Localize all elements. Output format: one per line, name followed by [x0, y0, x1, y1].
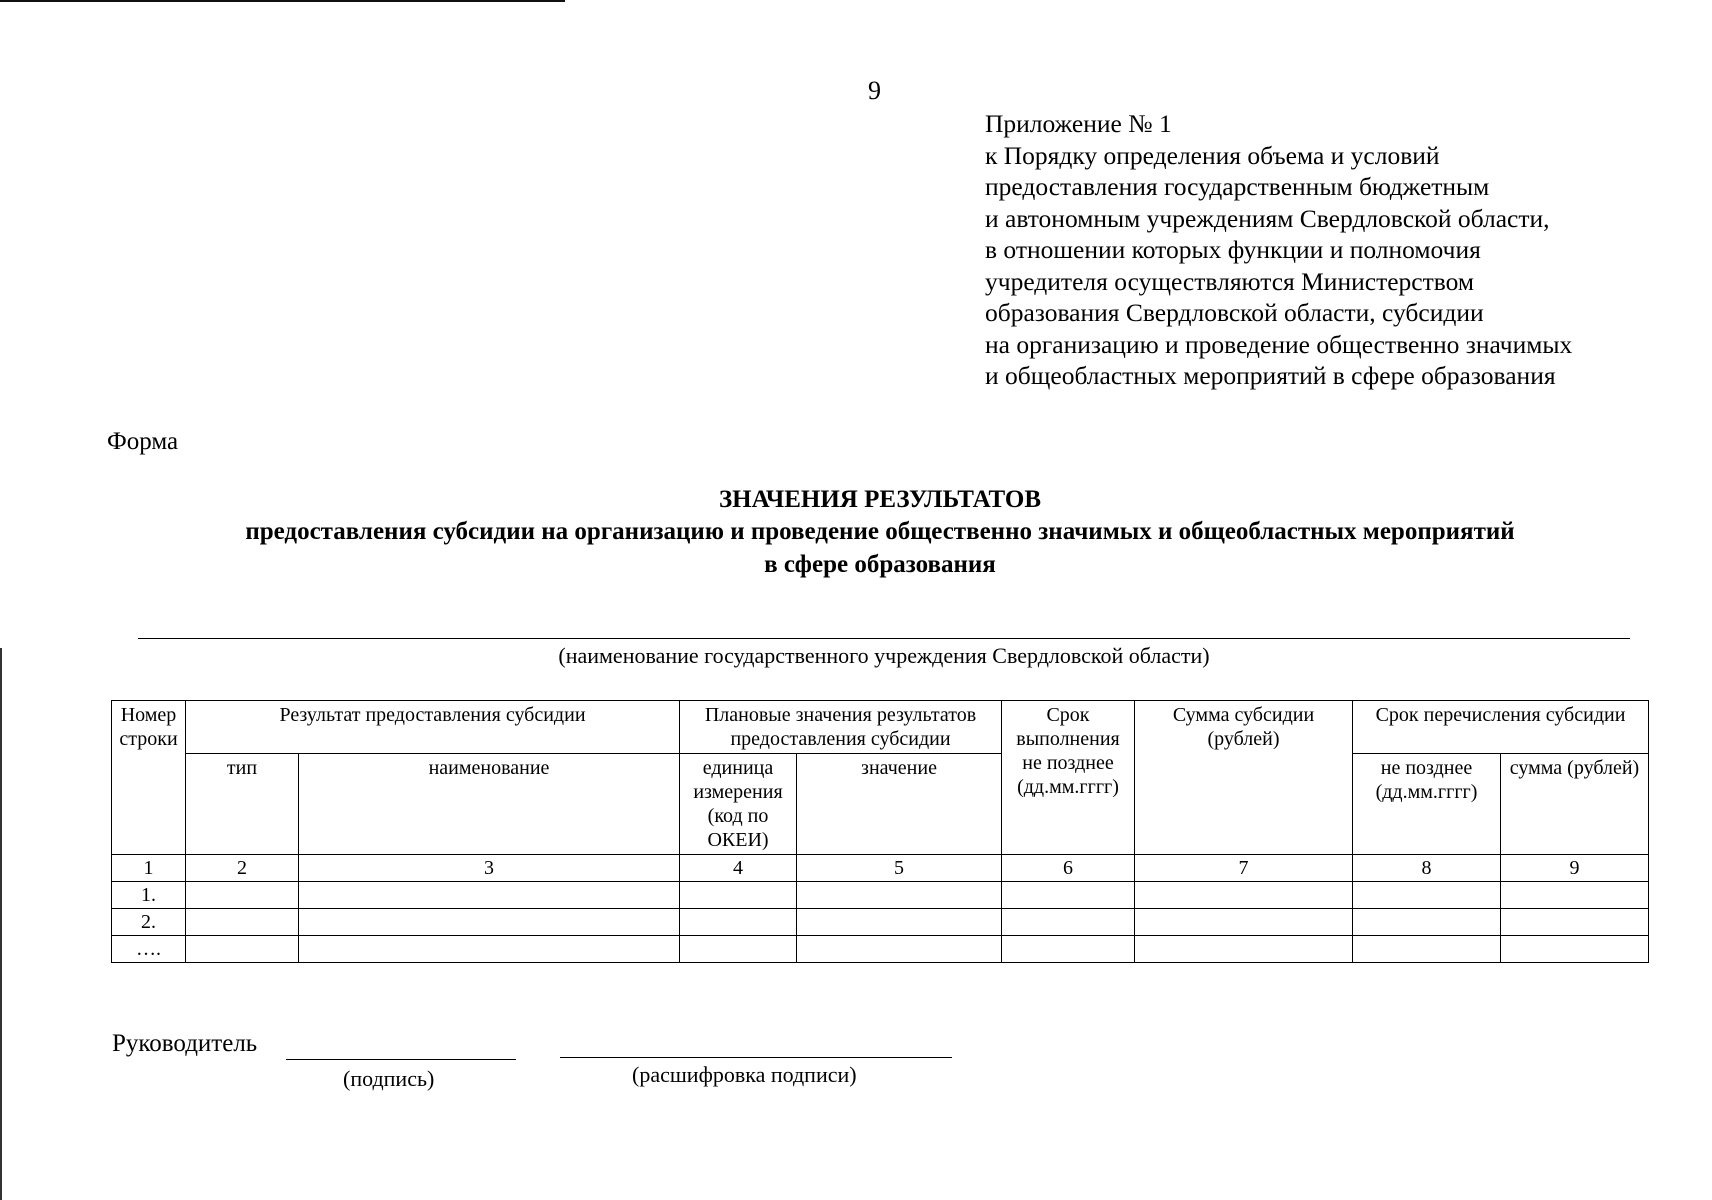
cell-name	[299, 936, 680, 963]
signature-decryption-caption: (расшифровка подписи)	[632, 1062, 857, 1087]
cell-value	[797, 909, 1002, 936]
header-row-number: Номер строки	[112, 701, 186, 855]
appendix-block	[985, 108, 1572, 392]
cell-value	[797, 936, 1002, 963]
column-number: 8	[1353, 855, 1501, 882]
column-number: 5	[797, 855, 1002, 882]
header-planned: Плановые значения результатов предоставления субсидии	[680, 701, 1002, 754]
cell-transfer-date	[1353, 909, 1501, 936]
column-number: 3	[299, 855, 680, 882]
signature-caption: (подпись)	[343, 1066, 435, 1091]
header-transfer: Срок перечисления субсидии	[1353, 701, 1649, 754]
row-number: 2.	[112, 909, 186, 936]
appendix-line: Приложение № 1	[985, 109, 1172, 138]
cell-sum	[1135, 882, 1353, 909]
signature-line	[286, 1059, 516, 1060]
appendix-line: учредителя осуществляются Министерством	[985, 266, 1475, 296]
header-result: Результат предоставления субсидии	[186, 701, 680, 754]
header-transfer-date: не позднее (дд.мм.гггг)	[1353, 754, 1501, 855]
scan-edge-top	[0, 0, 565, 2]
row-number: 1.	[112, 882, 186, 909]
appendix-line: на организацию и проведение общественно значимых	[985, 329, 1573, 359]
appendix-line: к Порядку определения объема и условий	[985, 140, 1440, 170]
page-number: 9	[868, 76, 881, 105]
column-number: 4	[680, 855, 797, 882]
appendix-line: предоставления государственным бюджетным	[985, 172, 1490, 201]
org-name-caption: (наименование государственного учреждения Свердловской области)	[558, 643, 1210, 668]
table-row	[112, 882, 1649, 909]
row-number: ….	[112, 936, 186, 963]
cell-transfer-date	[1353, 882, 1501, 909]
appendix-line: в отношении которых функции и полномочия	[985, 235, 1481, 264]
header-unit: единица измерения (код по ОКЕИ)	[680, 754, 797, 855]
cell-transfer-sum	[1501, 936, 1649, 963]
cell-unit	[680, 882, 797, 909]
cell-transfer-date	[1353, 936, 1501, 963]
cell-deadline	[1002, 882, 1135, 909]
cell-transfer-sum	[1501, 882, 1649, 909]
cell-transfer-sum	[1501, 909, 1649, 936]
appendix-line: и общеобластных мероприятий в сфере образования	[985, 361, 1556, 390]
header-deadline: Срок выполнения не позднее (дд.мм.гггг)	[1002, 701, 1135, 855]
cell-sum	[1135, 909, 1353, 936]
cell-type	[186, 882, 299, 909]
form-label: Форма	[107, 428, 179, 455]
cell-sum	[1135, 936, 1353, 963]
cell-value	[797, 882, 1002, 909]
column-number: 2	[186, 855, 299, 882]
header-value: значение	[797, 754, 1002, 855]
table-row	[112, 936, 1649, 963]
cell-deadline	[1002, 936, 1135, 963]
header-type: тип	[186, 754, 299, 855]
column-number: 7	[1135, 855, 1353, 882]
org-name-line	[138, 638, 1630, 639]
header-transfer-sum: сумма (рублей)	[1501, 754, 1649, 855]
cell-type	[186, 909, 299, 936]
document-title: ЗНАЧЕНИЯ РЕЗУЛЬТАТОВ	[718, 486, 1042, 513]
signature-decryption-line	[560, 1057, 952, 1058]
results-table	[111, 700, 1649, 963]
table-row	[112, 909, 1649, 936]
document-subtitle-cont: в сфере образования	[764, 551, 996, 578]
cell-deadline	[1002, 909, 1135, 936]
column-numbers-row	[112, 855, 1649, 882]
signature-label: Руководитель	[112, 1030, 258, 1057]
scan-edge-left	[0, 648, 2, 1200]
column-number: 1	[112, 855, 186, 882]
header-name: наименование	[299, 754, 680, 855]
appendix-line: и автономным учреждениям Свердловской области,	[985, 203, 1550, 233]
appendix-line: образования Свердловской области, субсидии	[985, 298, 1484, 327]
cell-unit	[680, 909, 797, 936]
column-number: 6	[1002, 855, 1135, 882]
cell-unit	[680, 936, 797, 963]
column-number: 9	[1501, 855, 1649, 882]
cell-name	[299, 882, 680, 909]
cell-name	[299, 909, 680, 936]
cell-type	[186, 936, 299, 963]
document-subtitle: предоставления субсидии на организацию и проведение общественно значимых и общеобластных мероприятий	[245, 518, 1515, 545]
header-sum: Сумма субсидии (рублей)	[1135, 701, 1353, 855]
